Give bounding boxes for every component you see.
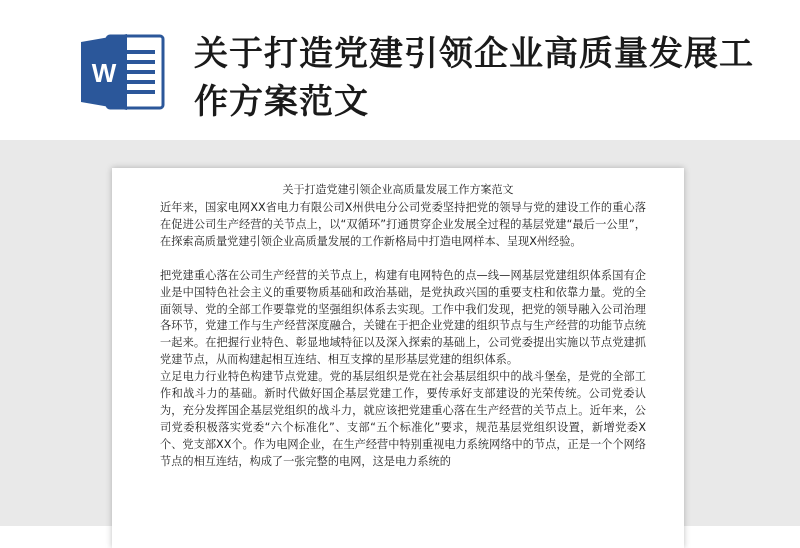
svg-text:W: W bbox=[91, 58, 117, 88]
document-page bbox=[112, 168, 684, 548]
paragraph-section-2: 立足电力行业特色构建节点党建。党的基层组织是党在社会基层组织中的战斗堡垒，是党的全部工作和战斗力的基础。新时代做好国企基层党建工作，要传承好支部建设的光荣传统。公司党委认为，充分发挥国企基层党组织的战斗力，就应该把党建重心落在生产经营的关节点上。近年来，公司党委积极落实党委“六个标准化”、支部“五个标准化”要求，规范基层党组织设置，新增党委X个、党支部XX个。作为电网企业，在生产经营中特别重视电力系统网络中的节点，正是一个个网络节点的相互连结，构成了一张完整的电网，这是电力系统的 bbox=[160, 370, 646, 468]
paragraph-intro: 近年来，国家电网XX省电力有限公司X州供电分公司党委坚持把党的领导与党的建设工作的重心落在促进公司生产经营的关节点上，以“双循环”打通贯穿企业发展全过程的基层党建“最后一公里”，在探索高质量党建引领企业高质量发展的工作新格局中打造电网样本、呈现X州经验。 bbox=[160, 201, 646, 248]
page-title: 关于打造党建引领企业高质量发展工作方案范文 bbox=[194, 34, 754, 122]
paragraph-section-1: 把党建重心落在公司生产经营的关节点上，构建有电网特色的点—线—网基层党建组织体系国有企业是中国特色社会主义的重要物质基础和政治基础，是党执政兴国的重要支柱和依靠力量。党的全面领导、党的全部工作要靠党的坚强组织体系去实现。工作中我们发现，把党的领导融入公司治理各环节，党建工作与生产经营深度融合，关键在于把企业党建的组织节点与生产经营的功能节点统一起来。在把握行业特色、彰显地域特征以及深入探索的基础上，公司党委提出实施以节点党建抓党建节点，从而构建起相互连结、相互支撑的星形基层党建的组织体系。 bbox=[160, 268, 646, 367]
document-title: 关于打造党建引领企业高质量发展工作方案范文 bbox=[282, 183, 514, 196]
word-doc-icon bbox=[77, 32, 173, 112]
paragraph-gap bbox=[160, 251, 646, 268]
document-body bbox=[160, 200, 646, 471]
page-header bbox=[0, 0, 800, 140]
